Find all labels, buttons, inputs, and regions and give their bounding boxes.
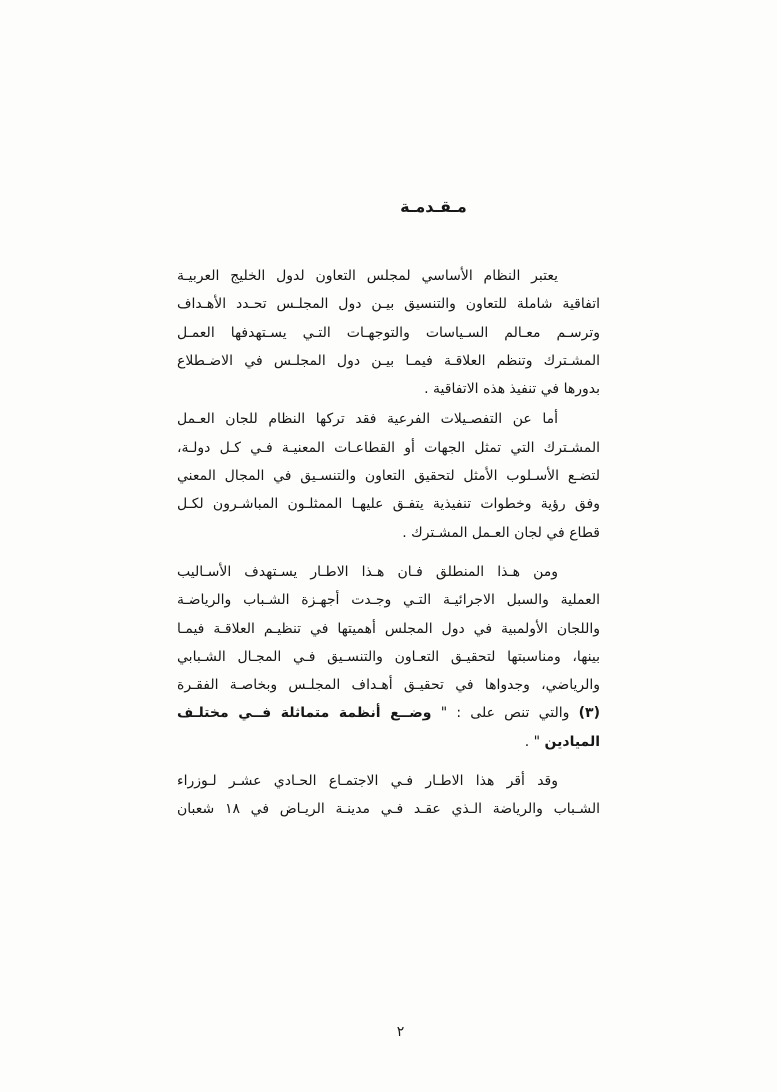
clause-number: (٣) xyxy=(578,705,600,722)
text-line: ومن هـذا المنطلق فـان هـذا الاطـار يسـتهدف الأسـاليب xyxy=(177,563,558,580)
text-line: يعتبر النظام الأساسي لمجلس التعاون لدول الخليج العربيـة xyxy=(177,268,558,284)
page-title: مـقـدمـة xyxy=(400,197,467,216)
text-line: الشـباب والرياضة الـذي عقـد فـي مدينـة الريـاض في ١٨ شعبان xyxy=(177,801,600,818)
text-line: وترسـم معـالم السـياسات والتوجهـات التـي يسـتهدفها العمـل xyxy=(177,324,600,341)
paragraph-4 xyxy=(177,767,600,824)
text-line: بينها، ومناسبتها لتحقيـق التعـاون والتنسـيق فـي المجـال الشـبابي xyxy=(177,648,600,665)
text-line: واللجان الأولمبية في دول المجلس أهميتها في تنظيـم العلاقـة فيمـا xyxy=(177,620,600,637)
paragraph-2 xyxy=(177,405,600,546)
quoted-clause: وضــع أنظمة متماثلة فــي مختلـف xyxy=(177,705,432,722)
text-line: قطاع في لجان العـمل المشـترك . xyxy=(402,524,600,541)
text-block xyxy=(177,0,600,824)
text-line xyxy=(177,699,600,727)
text-segment: والتي تنص على : " xyxy=(431,705,579,722)
paragraph-3 xyxy=(177,558,600,756)
text-line: والرياضي، وجدواها في تحقيـق أهـداف المجلـس وبخاصـة الفقـرة xyxy=(177,677,600,694)
text-line: العملية والسبل الاجرائيـة التـي وجـدت أجهـزة الشـباب والرياضـة xyxy=(177,592,600,609)
text-line: وقد أقر هذا الاطـار فـي الاجتمـاع الحـادي عشـر لـوزراء xyxy=(177,773,558,790)
text-line xyxy=(177,728,600,756)
text-line: اتفاقية شاملة للتعاون والتنسيق بيـن دول المجلـس تحـدد الأهـداف xyxy=(177,296,600,313)
quoted-clause: الميادين xyxy=(544,733,600,750)
text-line: لتضـع الأسـلوب الأمثل لتحقيق التعاون والتنسـيق في المجال المعني xyxy=(177,468,600,485)
page-number: ٢ xyxy=(396,1024,405,1040)
text-line: بدورها في تنفيذ هذه الاتفاقية . xyxy=(424,381,600,398)
text-segment: " . xyxy=(524,733,545,750)
paragraph-1 xyxy=(177,262,600,403)
text-line: وفق رؤية وخطوات تنفيذية يتفـق عليهـا الممثلـون المباشـرون لكـل xyxy=(177,496,600,513)
text-line: أما عن التفصـيلات الفرعية فقد تركها النظام للجان العـمل xyxy=(177,411,558,428)
text-line: المشـترك التي تمثل الجهات أو القطاعـات المعنيـة فـي كـل دولـة، xyxy=(177,439,600,456)
text-line: المشـترك وتنظم العلاقـة فيمـا بيـن دول المجلـس في الاضـطلاع xyxy=(177,352,600,369)
